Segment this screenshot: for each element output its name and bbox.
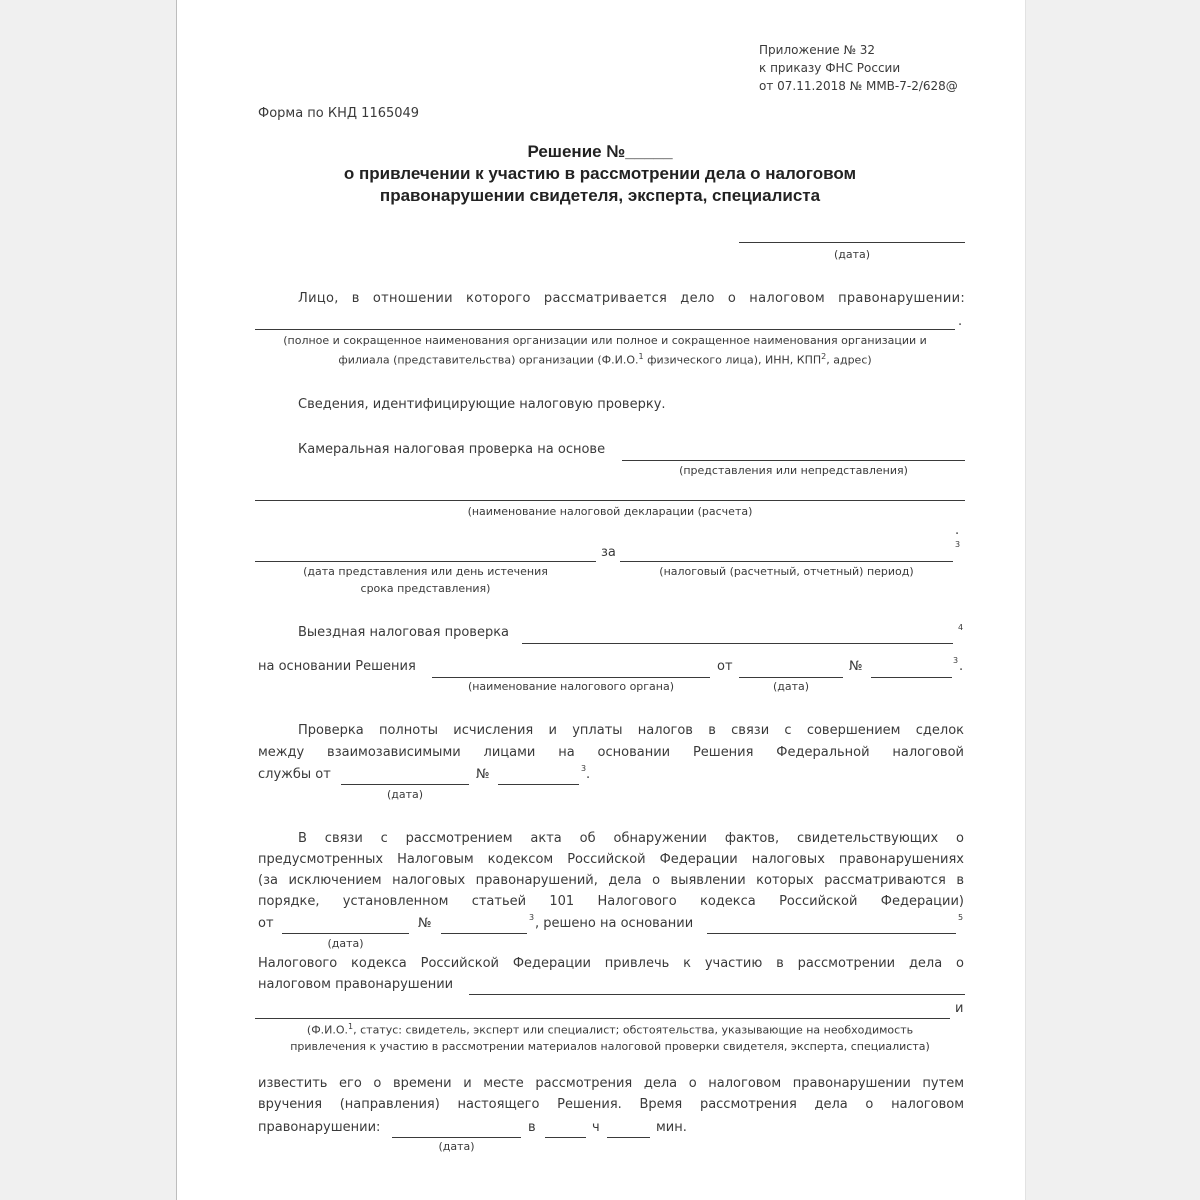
notify-date-caption: (дата) xyxy=(438,1140,475,1153)
act-caption-2: привлечения к участию в рассмотрении материалов налоговой проверки свидетеля, эксперта, специалиста) xyxy=(290,1040,930,1053)
tp-date-caption: (дата) xyxy=(386,788,424,801)
audit-info-label: Сведения, идентифицирующие налоговую проверку. xyxy=(298,397,666,412)
form-code: Форма по КНД 1165049 xyxy=(258,106,420,121)
field-org-line[interactable] xyxy=(432,677,710,678)
desk-date-line[interactable] xyxy=(255,561,596,562)
act-line-7: налоговом правонарушении xyxy=(258,977,454,992)
act-number-line[interactable] xyxy=(441,933,527,934)
act-person-line-2[interactable] xyxy=(255,1018,950,1019)
notify-line-2: вручения (направления) настоящего Решения. Время рассмотрения дела о налоговом xyxy=(258,1097,964,1112)
person-dot: . xyxy=(958,314,963,329)
tp-line-2: между взаимозависимыми лицами на основании Решения Федеральной налоговой xyxy=(258,745,964,760)
person-caption-1: (полное и сокращенное наименования организации или полное и сокращенное наименования организации и xyxy=(283,334,927,347)
date-caption: (дата) xyxy=(833,248,871,261)
tp-sup: 3 xyxy=(581,764,587,773)
appendix-line-1: Приложение № 32 xyxy=(759,43,876,57)
desk-dot: . xyxy=(955,523,960,538)
field-date-line[interactable] xyxy=(739,677,843,678)
field-date-caption: (дата) xyxy=(772,680,810,693)
field-audit-line[interactable] xyxy=(522,643,953,644)
person-label: Лицо, в отношении которого рассматривается дело о налоговом правонарушении: xyxy=(298,291,965,306)
title-line-2: о привлечении к участию в рассмотрении дела о налоговом xyxy=(343,164,857,183)
act-date-caption: (дата) xyxy=(327,937,364,950)
notify-date-line[interactable] xyxy=(392,1137,521,1138)
field-dot: . xyxy=(959,659,964,674)
desk-sup: 3 xyxy=(955,540,961,549)
field-audit-label: Выездная налоговая проверка xyxy=(298,625,510,640)
act-sup5: 5 xyxy=(958,913,964,922)
declaration-caption: (наименование налоговой декларации (расчета) xyxy=(467,505,753,518)
desk-period-caption: (налоговый (расчетный, отчетный) период) xyxy=(659,565,914,578)
act-line-1: В связи с рассмотрением акта об обнаружении фактов, свидетельствующих о xyxy=(298,831,964,846)
field-number-line[interactable] xyxy=(871,677,952,678)
field-basis-label: на основании Решения xyxy=(258,659,416,674)
desk-for: за xyxy=(601,545,616,560)
notify-at: в xyxy=(528,1120,536,1135)
appendix-line-2: к приказу ФНС России xyxy=(759,61,901,75)
act-decided: , решено на основании xyxy=(535,916,694,931)
act-line-6: Налогового кодекса Российской Федерации привлечь к участию в рассмотрении дела о xyxy=(258,956,964,971)
tp-date-line[interactable] xyxy=(341,784,469,785)
notify-min: мин. xyxy=(656,1120,687,1135)
act-person-line-1[interactable] xyxy=(469,994,965,995)
field-sup3: 3 xyxy=(953,656,959,665)
desk-date-caption-2: срока представления) xyxy=(360,582,491,595)
notify-line-3: правонарушении: xyxy=(258,1120,381,1135)
field-sup4: 4 xyxy=(958,623,964,632)
desk-submission-line[interactable] xyxy=(622,460,965,461)
notify-minute-line[interactable] xyxy=(607,1137,650,1138)
notify-h: ч xyxy=(592,1120,600,1135)
field-num: № xyxy=(849,659,863,674)
declaration-line[interactable] xyxy=(255,500,965,501)
field-from: от xyxy=(717,659,733,674)
tp-dot: . xyxy=(586,767,591,782)
tp-line-3: службы от xyxy=(258,767,331,782)
tp-number-line[interactable] xyxy=(498,784,579,785)
act-num: № xyxy=(418,916,432,931)
act-and: и xyxy=(955,1001,964,1016)
appendix-line-3: от 07.11.2018 № ММВ-7-2/628@ xyxy=(759,79,958,93)
act-date-line[interactable] xyxy=(282,933,409,934)
title-line-3: правонарушении свидетеля, эксперта, специалиста xyxy=(379,186,821,205)
desk-submission-caption: (представления или непредставления) xyxy=(679,464,908,477)
field-org-caption: (наименование налогового органа) xyxy=(467,680,675,693)
act-line-3: (за исключением налоговых правонарушений, дела о выявлении которых рассматриваются в xyxy=(258,873,964,888)
desk-audit-label: Камеральная налоговая проверка на основе xyxy=(298,442,606,457)
act-basis-line[interactable] xyxy=(707,933,956,934)
date-field-line[interactable] xyxy=(739,242,965,243)
desk-date-caption-1: (дата представления или день истечения xyxy=(303,565,548,578)
act-sup3: 3 xyxy=(529,913,535,922)
desk-period-line[interactable] xyxy=(620,561,953,562)
tp-num: № xyxy=(476,767,490,782)
person-caption-2: филиала (представительства) организации (Ф.И.О.$^1$ физического лица), ИНН, КПП$^2$, адрес) xyxy=(338,352,872,367)
notify-hour-line[interactable] xyxy=(545,1137,586,1138)
act-from: от xyxy=(258,916,274,931)
act-line-2: предусмотренных Налоговым кодексом Российской Федерации налоговых правонарушениях xyxy=(258,852,964,867)
act-line-4: порядке, установленном статьей 101 Налогового кодекса Российской Федерации) xyxy=(258,894,964,909)
act-caption-1: (Ф.И.О.$^1$, статус: свидетель, эксперт или специалист; обстоятельства, указывающие на необходимость xyxy=(306,1022,914,1037)
title-line-1: Решение №_____ xyxy=(527,142,673,161)
notify-line-1: известить его о времени и месте рассмотрения дела о налоговом правонарушении путем xyxy=(258,1076,964,1091)
person-field-line[interactable] xyxy=(255,329,955,330)
tp-line-1: Проверка полноты исчисления и уплаты налогов в связи с совершением сделок xyxy=(298,723,964,738)
